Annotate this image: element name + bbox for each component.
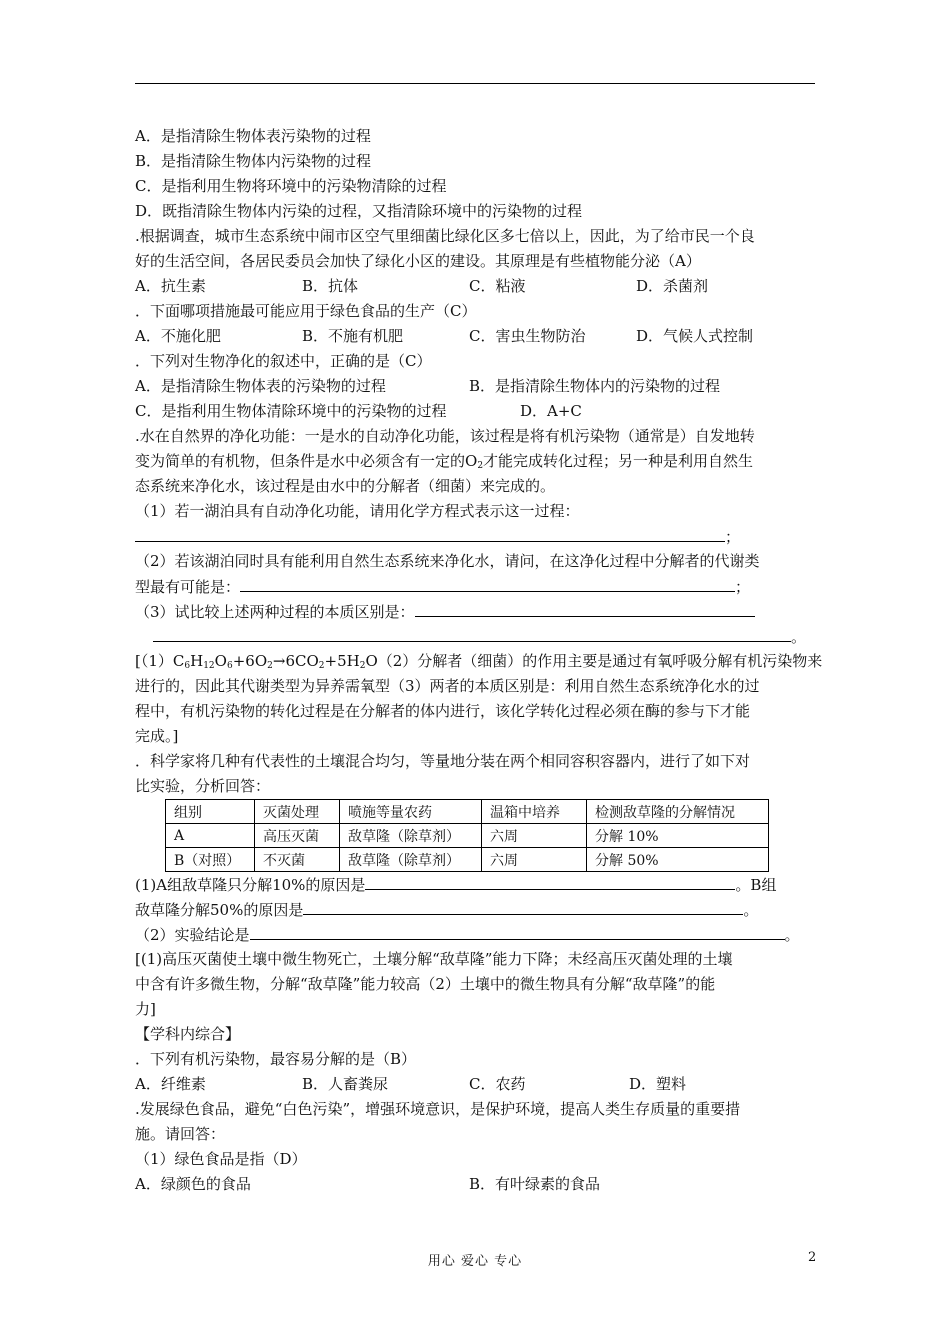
q1-option-d: D．杀菌剂 [636,277,709,295]
q2-option-a: A．不施化肥 [135,327,221,345]
table-cell: 分解 50% [587,848,769,872]
answer-blank[interactable] [303,897,743,915]
table-header-cell: 组别 [166,800,255,824]
table-header-cell: 灭菌处理 [255,800,340,824]
q4-answer-line3: 程中，有机污染物的转化过程是在分解者的体内进行，该化学转化过程必须在酶的参与下才能 [135,702,751,720]
q6-option-a: A．纤维素 [135,1075,206,1093]
q4-sub3: （3）试比较上述两种过程的本质区别是： [135,599,815,624]
table-row [166,848,769,872]
table-cell: B（对照） [166,848,255,872]
q5-sub2: （2）实验结论是 。 [135,922,815,947]
answer-blank[interactable] [240,574,735,592]
q4-stem-line3: 态系统来净化水，该过程是由水中的分解者（细菌）来完成的。 [135,477,556,495]
q2-option-d: D．气候人式控制 [636,327,754,345]
q6-stem: ．下列有机污染物，最容易分解的是（B） [135,1050,417,1068]
q7-stem-line1: .发展绿色食品，避免“白色污染”，增强环境意识，是保护环境，提高人类生存质量的重要措 [135,1100,741,1118]
q4-sub2-line1: （2）若该湖泊同时具有能利用自然生态系统来净化水，请问，在这净化过程中分解者的代谢类 [135,552,760,570]
q0-option-a: A．是指清除生物体表污染物的过程 [135,127,371,145]
q4-sub2-line2: 型最有可能是： ； [135,574,815,599]
q3-option-d: D．A+C [520,402,582,420]
q3-stem: ．下列对生物净化的叙述中，正确的是（C） [135,352,432,370]
q1-option-c: C．粘液 [469,277,526,295]
q3-options-row1 [135,374,815,399]
q3-option-b: B．是指清除生物体内的污染物的过程 [469,377,721,395]
q1-option-b: B．抗体 [302,277,359,295]
table-cell: 不灭菌 [255,848,340,872]
q2-stem: ．下面哪项措施最可能应用于绿色食品的生产（C） [135,302,477,320]
section-heading: 【学科内综合】 [135,1025,241,1043]
q7-options [135,1172,815,1197]
q3-options-row2 [135,399,815,424]
q4-sub3-answer-line[interactable]: 。 [135,624,815,649]
answer-blank[interactable] [365,872,735,890]
experiment-table [165,799,769,872]
q0-option-b: B．是指清除生物体内污染物的过程 [135,152,372,170]
q5-answer-line1: [(1)高压灭菌使土壤中微生物死亡，土壤分解“敌草隆”能力下降；未经高压灭菌处理的土壤 [135,950,733,968]
q6-options [135,1072,815,1097]
header-rule [135,83,815,84]
q1-stem-line2: 好的生活空间，各居民委员会加快了绿化小区的建设。其原理是有些植物能分泌（A） [135,252,701,270]
q3-option-a: A．是指清除生物体表的污染物的过程 [135,377,386,395]
q6-option-c: C．农药 [469,1075,526,1093]
answer-blank[interactable] [153,624,791,642]
q1-option-a: A．抗生素 [135,277,206,295]
q5-sub1-line2: 敌草隆分解50%的原因是 。 [135,897,815,922]
q1-stem-line1: .根据调查，城市生态系统中闹市区空气里细菌比绿化区多七倍以上，因此，为了给市民一个良 [135,227,755,245]
table-cell: A [166,824,255,848]
table-cell: 六周 [482,824,587,848]
page-number: 2 [808,1250,817,1265]
q0-option-d: D．既指清除生物体内污染的过程，又指清除环境中的污染物的过程 [135,202,583,220]
q6-option-d: D．塑料 [629,1075,687,1093]
q5-answer-line3: 力] [135,1000,156,1018]
q4-answer-line1: [$(1)C_6H_{12}O_6+6O_2\to 6CO_2+5H_2O(2)$分解者（细菌）的作用主要是通过有氧呼吸分解有机污染物来 [135,652,823,671]
q4-sub1: （1）若一湖泊具有自动净化功能，请用化学方程式表示这一过程： [135,502,580,520]
table-cell: 分解 10% [587,824,769,848]
footer-motto: 用心 爱心 专心 [427,1254,523,1269]
table-cell: 敌草隆（除草剂） [340,824,482,848]
answer-blank[interactable] [135,524,725,542]
q3-option-c: C．是指利用生物体清除环境中的污染物的过程 [135,402,447,420]
q7-option-b: B．有叶绿素的食品 [469,1175,601,1193]
table-row [166,824,769,848]
page-content [135,124,823,1197]
q5-stem-line1: ．科学家将几种有代表性的土壤混合均匀，等量地分装在两个相同容积容器内，进行了如下对 [135,752,751,770]
answer-blank[interactable] [415,599,755,617]
q4-stem-line1: .水在自然界的净化功能：一是水的自动净化功能，该过程是将有机污染物（通常是）自发地转 [135,427,755,445]
table-header-cell: 温箱中培养 [482,800,587,824]
table-cell: 高压灭菌 [255,824,340,848]
table-header-row [166,800,769,824]
q7-stem-line2: 施。请回答： [135,1125,226,1143]
q5-answer-line2: 中含有许多微生物，分解“敌草隆”能力较高（2）土壤中的微生物具有分解“敌草隆”的能 [135,975,716,993]
table-cell: 敌草隆（除草剂） [340,848,482,872]
table-cell: 六周 [482,848,587,872]
q0-option-c: C．是指利用生物将环境中的污染物清除的过程 [135,177,447,195]
q6-option-b: B．人畜粪尿 [302,1075,389,1093]
q5-sub1-line1: (1)A组敌草隆只分解10%的原因是 。B组 [135,872,815,897]
q4-stem-line2: 变为简单的有机物，但条件是水中必须含有一定的$O_2$才能完成转化过程；另一种是利用自然生 [135,452,754,471]
q2-options [135,324,815,349]
q5-stem-line2: 比实验，分析回答： [135,777,271,795]
q4-answer-line4: 完成。] [135,727,179,745]
q7-option-a: A．绿颜色的食品 [135,1175,251,1193]
q2-option-c: C．害虫生物防治 [469,327,586,345]
answer-blank[interactable] [250,922,785,940]
q4-answer-line2: 进行的，因此其代谢类型为异养需氧型（3）两者的本质区别是：利用自然生态系统净化水的过 [135,677,760,695]
q7-sub1: （1）绿色食品是指（D） [135,1150,307,1168]
table-header-cell: 喷施等量农药 [340,800,482,824]
q2-option-b: B．不施有机肥 [302,327,404,345]
q4-sub1-answer-line[interactable]: ； [135,524,815,549]
table-header-cell: 检测敌草隆的分解情况 [587,800,769,824]
q1-options [135,274,815,299]
